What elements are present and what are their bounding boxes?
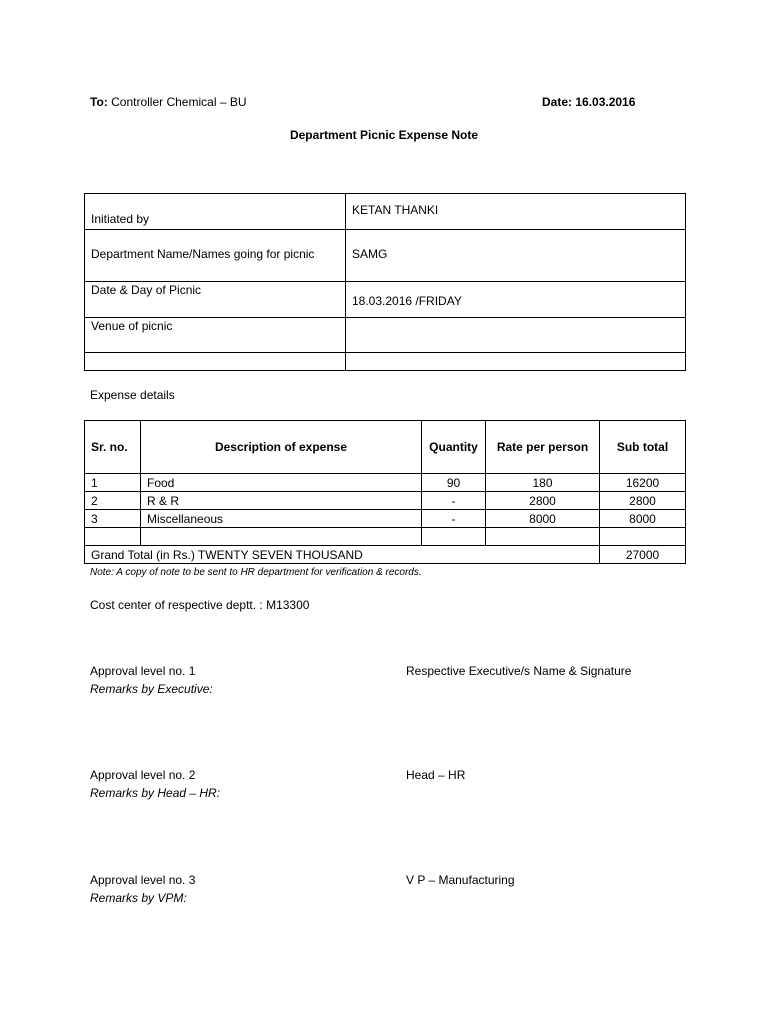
grand-total-row: [85, 546, 686, 564]
cell-sr: [85, 528, 141, 546]
signatory-executive: Respective Executive/s Name & Signature: [406, 664, 632, 678]
info-value: [346, 318, 686, 353]
header-rate: Rate per person: [486, 421, 600, 474]
page-title: Department Picnic Expense Note: [289, 128, 479, 142]
cell-subtotal: 2800: [600, 492, 686, 510]
to-recipient: Controller Chemical – BU: [111, 95, 247, 109]
grand-total-value: 27000: [600, 546, 686, 564]
info-value: SAMG: [346, 230, 686, 282]
grand-total-label: Grand Total (in Rs.) TWENTY SEVEN THOUSAND: [85, 546, 600, 564]
signatory-vp-manufacturing: V P – Manufacturing: [406, 873, 515, 887]
header-sr-no: Sr. no.: [85, 421, 141, 474]
info-row: [85, 194, 686, 230]
info-row: [85, 282, 686, 318]
cell-rate: 8000: [486, 510, 600, 528]
cell-sr: 1: [85, 474, 141, 492]
info-row: [85, 353, 686, 371]
note-text: Note: A copy of note to be sent to HR department for verification & records.: [90, 567, 422, 578]
expense-header-row: [85, 421, 686, 474]
table-row: [85, 528, 686, 546]
remarks-executive: Remarks by Executive:: [90, 682, 213, 696]
info-label: [85, 353, 346, 371]
cell-rate: [486, 528, 600, 546]
info-table: [84, 193, 686, 371]
remarks-head-hr: Remarks by Head – HR:: [90, 786, 221, 800]
info-label: Department Name/Names going for picnic: [85, 230, 346, 282]
date-text: Date: 16.03.2016: [542, 95, 636, 109]
info-row: [85, 318, 686, 353]
info-value: [346, 353, 686, 371]
expense-heading: Expense details: [90, 388, 175, 402]
cell-sr: 2: [85, 492, 141, 510]
cell-rate: 180: [486, 474, 600, 492]
info-value: KETAN THANKI: [346, 194, 686, 230]
table-row: [85, 510, 686, 528]
signatory-head-hr: Head – HR: [406, 768, 466, 782]
cell-sr: 3: [85, 510, 141, 528]
info-label: Date & Day of Picnic: [85, 282, 346, 318]
approval-level-1: Approval level no. 1: [90, 664, 196, 678]
to-line: [90, 95, 247, 109]
expense-table: [84, 420, 686, 564]
info-label: Venue of picnic: [85, 318, 346, 353]
table-row: [85, 492, 686, 510]
cell-desc: R & R: [141, 492, 422, 510]
cell-desc: [141, 528, 422, 546]
info-label: Initiated by: [85, 194, 346, 230]
cell-qty: 90: [422, 474, 486, 492]
table-row: [85, 474, 686, 492]
cell-rate: 2800: [486, 492, 600, 510]
header-subtotal: Sub total: [600, 421, 686, 474]
info-value: 18.03.2016 /FRIDAY: [346, 282, 686, 318]
info-row: [85, 230, 686, 282]
approval-level-3: Approval level no. 3: [90, 873, 196, 887]
to-label: To:: [90, 95, 108, 109]
remarks-vpm: Remarks by VPM:: [90, 891, 187, 905]
cell-subtotal: [600, 528, 686, 546]
cell-subtotal: 8000: [600, 510, 686, 528]
header-description: Description of expense: [141, 421, 422, 474]
header-quantity: Quantity: [422, 421, 486, 474]
cell-desc: Miscellaneous: [141, 510, 422, 528]
cell-qty: -: [422, 510, 486, 528]
cell-subtotal: 16200: [600, 474, 686, 492]
cell-qty: [422, 528, 486, 546]
cost-center: Cost center of respective deptt. : M13300: [90, 598, 310, 612]
cell-qty: -: [422, 492, 486, 510]
cell-desc: Food: [141, 474, 422, 492]
approval-level-2: Approval level no. 2: [90, 768, 196, 782]
